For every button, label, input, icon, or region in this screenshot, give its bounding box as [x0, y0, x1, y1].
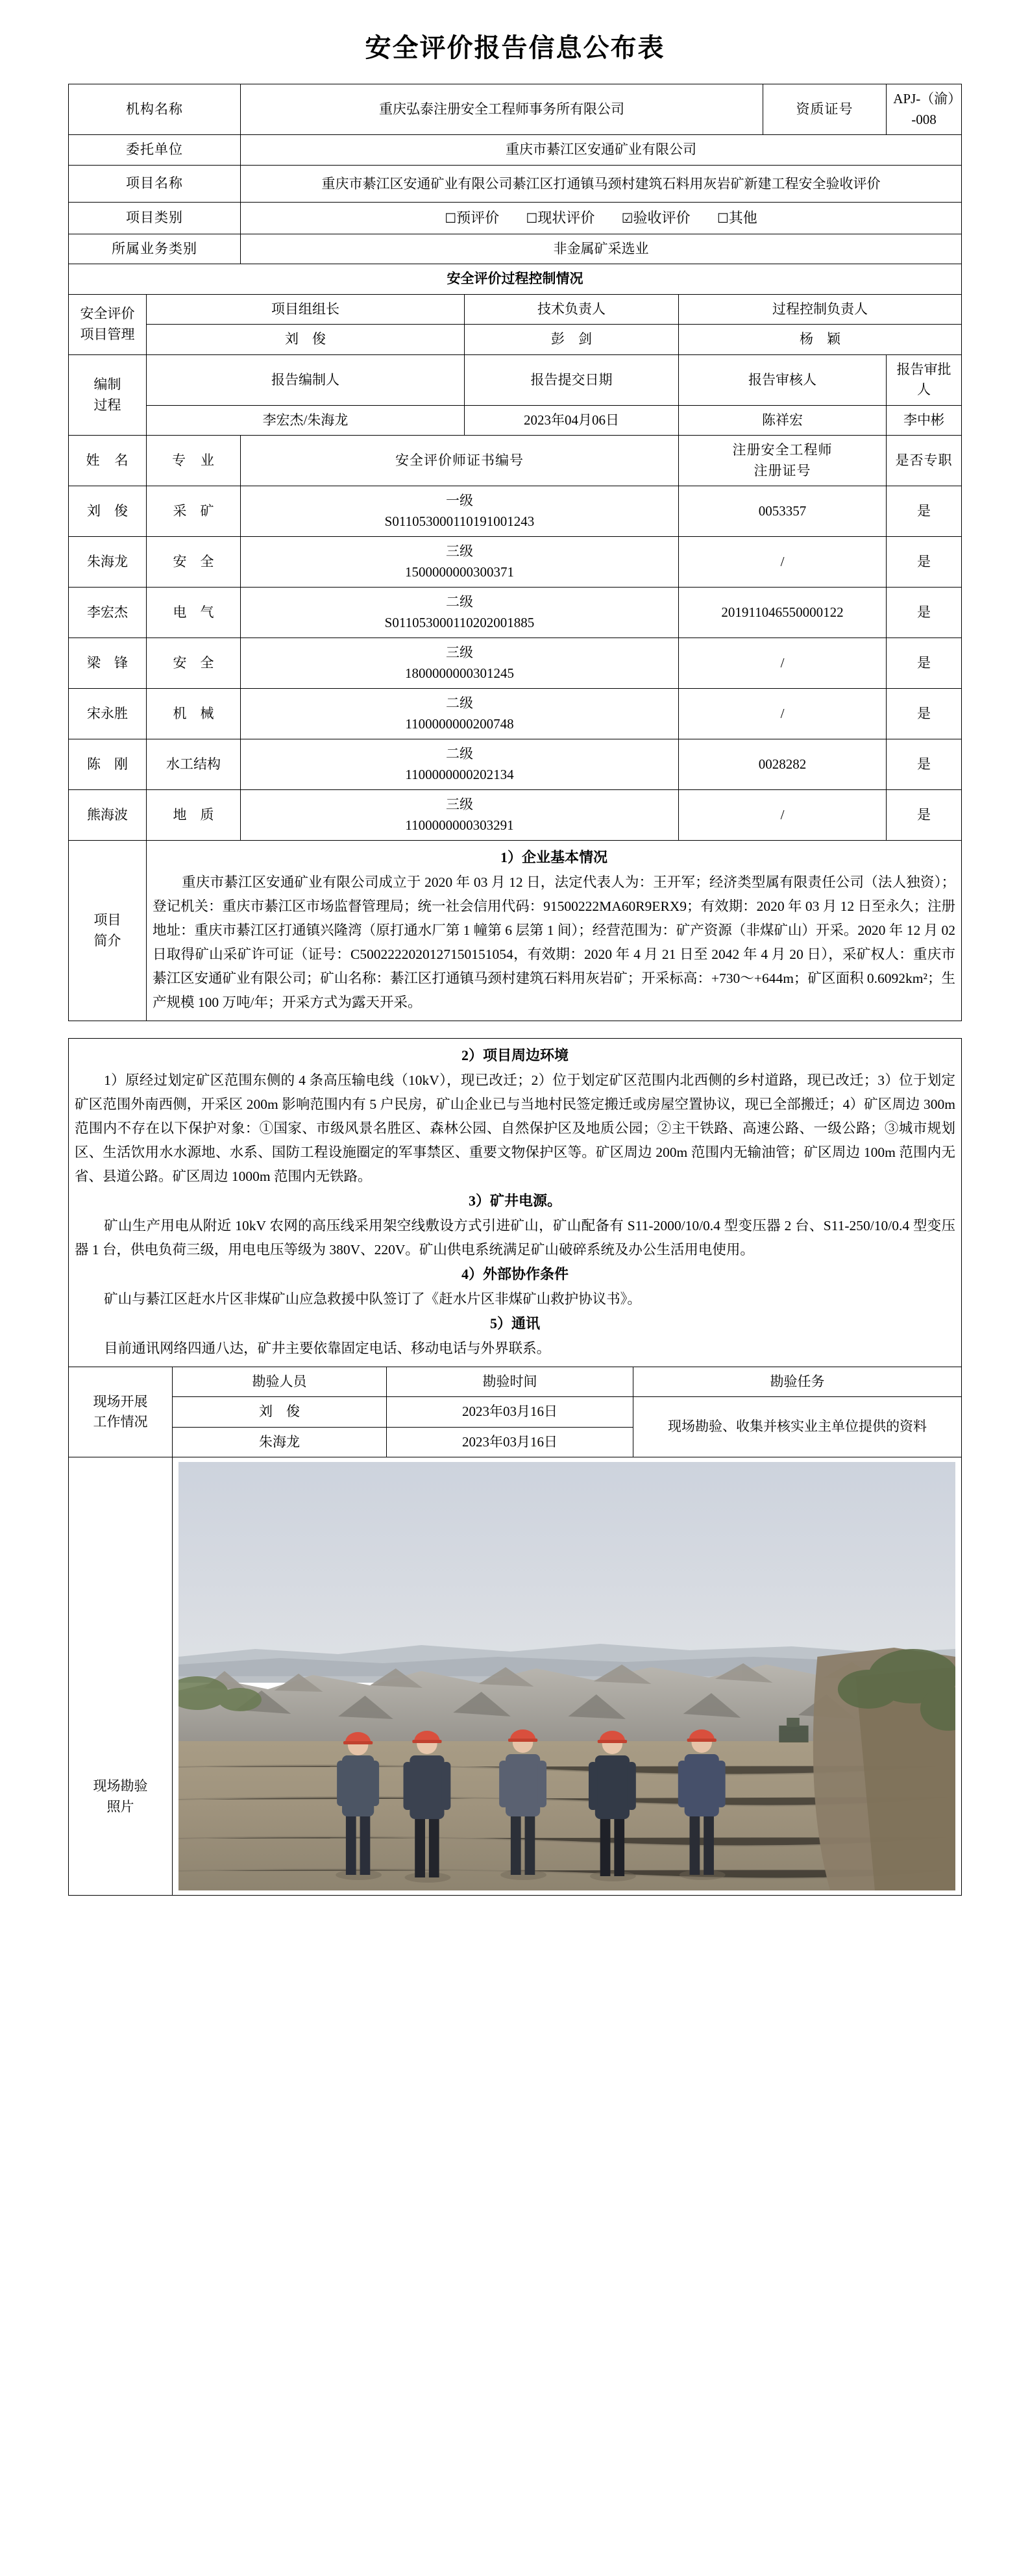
staff-cert-level: 二级 — [445, 746, 473, 762]
table-row-staff — [68, 790, 961, 841]
client-value: 重庆市綦江区安通矿业有限公司 — [240, 135, 961, 166]
environment-content — [69, 1039, 962, 1367]
project-summary-content — [146, 841, 961, 1021]
manage-label-line2: 项目管理 — [80, 326, 135, 342]
checkbox-option-other[interactable] — [717, 207, 757, 229]
staff-reg-no: / — [678, 689, 886, 739]
summary-heading-3: 3）矿井电源。 — [468, 1192, 561, 1209]
table-row-project-summary — [68, 841, 961, 1021]
manage-value-leader: 刘 俊 — [146, 325, 464, 355]
table-row-org-name — [68, 84, 961, 135]
compile-value-author: 李宏杰/朱海龙 — [146, 405, 464, 436]
staff-reg-no: 0053357 — [678, 486, 886, 537]
table-row-staff — [68, 486, 961, 537]
checkbox-icon[interactable]: ☐ — [717, 210, 729, 227]
summary-text-5: 目前通讯网络四通八达，矿井主要依靠固定电话、移动电话与外界联系。 — [104, 1340, 551, 1356]
business-category-label: 所属业务类别 — [68, 234, 240, 264]
checkbox-option-current-status[interactable] — [526, 207, 595, 229]
table-row-staff — [68, 638, 961, 689]
process-section-title: 安全评价过程控制情况 — [68, 264, 961, 295]
staff-cert — [240, 588, 678, 638]
table-row-site-work — [69, 1397, 962, 1428]
compile-value-reviewer: 陈祥宏 — [678, 405, 886, 436]
staff-major: 地 质 — [146, 790, 240, 841]
table-row-compile-values — [68, 405, 961, 436]
project-summary-label-line1: 项目 — [93, 912, 121, 928]
compile-header-author: 报告编制人 — [146, 354, 464, 405]
staff-cert-level: 三级 — [445, 797, 473, 813]
site-work-header-task: 勘验任务 — [633, 1367, 962, 1397]
site-work-task: 现场勘验、收集并核实业主单位提供的资料 — [633, 1397, 962, 1457]
staff-cert-level: 二级 — [445, 594, 473, 610]
table-row-staff — [68, 537, 961, 588]
staff-name: 宋永胜 — [68, 689, 146, 739]
site-work-date: 2023年03月16日 — [387, 1427, 633, 1457]
staff-cert — [240, 537, 678, 588]
summary-heading-4: 4）外部协作条件 — [461, 1265, 569, 1282]
summary-heading-1: 1）企业基本情况 — [500, 849, 607, 866]
staff-header-major: 专 业 — [146, 436, 240, 486]
manage-header-leader: 项目组组长 — [146, 294, 464, 325]
table-row-compile-headers — [68, 354, 961, 405]
compile-label-line1: 编制 — [93, 377, 121, 392]
project-summary-label-line2: 简介 — [93, 932, 121, 948]
table-row-site-work-headers — [69, 1367, 962, 1397]
staff-major: 机 械 — [146, 689, 240, 739]
staff-header-reg-no — [678, 436, 886, 486]
staff-cert-no: 1500000000300371 — [404, 564, 514, 580]
staff-cert-level: 三级 — [445, 543, 473, 560]
staff-reg-no: / — [678, 638, 886, 689]
staff-name: 陈 刚 — [68, 739, 146, 790]
site-work-person: 刘 俊 — [173, 1397, 387, 1428]
staff-cert-no: 1100000000303291 — [405, 817, 514, 833]
checkbox-icon[interactable]: ☐ — [526, 210, 538, 227]
staff-cert-no: S011053000110202001885 — [384, 614, 535, 630]
staff-major: 电 气 — [146, 588, 240, 638]
compile-header-reviewer: 报告审核人 — [678, 354, 886, 405]
staff-cert — [240, 638, 678, 689]
site-work-person: 朱海龙 — [173, 1427, 387, 1457]
table-row-staff — [68, 739, 961, 790]
staff-fulltime: 是 — [887, 739, 962, 790]
staff-reg-no: / — [678, 537, 886, 588]
compile-header-approver: 报告审批人 — [887, 354, 962, 405]
compile-label-line2: 过程 — [93, 397, 121, 413]
staff-name: 刘 俊 — [68, 486, 146, 537]
table-row-staff — [68, 588, 961, 638]
compile-label — [68, 354, 146, 436]
staff-reg-no: / — [678, 790, 886, 841]
site-work-date: 2023年03月16日 — [387, 1397, 633, 1428]
project-name-label: 项目名称 — [68, 165, 240, 203]
table-row-site-photos — [69, 1457, 962, 1896]
site-work-label — [69, 1367, 173, 1457]
site-photo-svg — [178, 1462, 955, 1890]
report-info-table — [68, 84, 962, 1021]
staff-cert-no: 1800000000301245 — [404, 665, 514, 681]
staff-name: 熊海波 — [68, 790, 146, 841]
staff-header-name: 姓 名 — [68, 436, 146, 486]
site-work-label-line2: 工作情况 — [93, 1414, 148, 1430]
staff-header-reg-no-line1: 注册安全工程师 — [732, 442, 833, 458]
client-label: 委托单位 — [68, 135, 240, 166]
staff-fulltime: 是 — [887, 588, 962, 638]
summary-heading-2: 2）项目周边环境 — [461, 1047, 569, 1064]
summary-text-3: 矿山生产用电从附近 10kV 农网的高压线采用架空线敷设方式引进矿山，矿山配备有 S11-2000/10/0.4 型变压器 2 台、S11-250/10/0.4 型变压器 1 台，供电负荷三级，用电电压等级为 380V、220V。矿山供电系统满足矿山破碎系统及办公生活用电使用。 — [75, 1217, 955, 1257]
staff-fulltime: 是 — [887, 486, 962, 537]
site-photo-label-line1: 现场勘验 — [93, 1778, 148, 1794]
project-summary-label — [68, 841, 146, 1021]
staff-cert — [240, 739, 678, 790]
staff-reg-no: 201911046550000122 — [678, 588, 886, 638]
table-row-manage-headers — [68, 294, 961, 325]
staff-cert-no: S011053000110191001243 — [384, 513, 535, 529]
business-category-value: 非金属矿采选业 — [240, 234, 961, 264]
site-survey-photo — [178, 1462, 955, 1890]
table-row-project-category — [68, 203, 961, 234]
project-environment-table — [68, 1038, 962, 1896]
summary-heading-5: 5）通讯 — [489, 1315, 540, 1331]
org-name-label: 机构名称 — [68, 84, 240, 135]
summary-text-4: 矿山与綦江区赶水片区非煤矿山应急救援中队签订了《赶水片区非煤矿山救护协议书》。 — [104, 1291, 641, 1307]
staff-header-fulltime: 是否专职 — [887, 436, 962, 486]
summary-text-2: 1）原经过划定矿区范围东侧的 4 条高压输电线（10kV），现已改迁；2）位于划定矿区范围内北西侧的乡村道路，现已改迁；3）位于划定矿区范围外南西侧，开采区 200m 影响范围内有 5 户民房，矿山企业已与当地村民签定搬迁或房屋空置协议，现已全部搬迁；4）矿区周边 300m 范围内不存在以下保护对象：①国家、市级风景名胜区、森林公园、自然保护区及地质公园；②主干铁路、高速公路、一级公路；③城市规划区、生活饮用水水源地、水系、国防工程设施圈定的军事禁区、重要文物保护区等。矿区周边 200m 范围内无输油管；矿区周边 100m 范围内无省、县道公路。矿区周边 1000m 范围内无铁路。 — [75, 1072, 955, 1184]
manage-value-tech: 彭 剑 — [464, 325, 678, 355]
staff-cert — [240, 689, 678, 739]
manage-header-process: 过程控制负责人 — [678, 294, 961, 325]
staff-cert — [240, 790, 678, 841]
staff-major: 采 矿 — [146, 486, 240, 537]
staff-cert-no: 1100000000202134 — [405, 766, 514, 782]
manage-header-tech: 技术负责人 — [464, 294, 678, 325]
checkbox-icon[interactable]: ☐ — [445, 210, 457, 227]
compile-value-submit-date: 2023年04月06日 — [464, 405, 678, 436]
staff-fulltime: 是 — [887, 638, 962, 689]
table-row-business-category — [68, 234, 961, 264]
staff-fulltime: 是 — [887, 689, 962, 739]
site-photo-label-line2: 照片 — [106, 1798, 134, 1814]
manage-value-process: 杨 颖 — [678, 325, 961, 355]
table-gap — [0, 1021, 1030, 1038]
compile-header-submit-date: 报告提交日期 — [464, 354, 678, 405]
checkbox-option-acceptance[interactable] — [622, 207, 691, 229]
staff-name: 李宏杰 — [68, 588, 146, 638]
qualification-cert-label: 资质证号 — [763, 84, 887, 135]
staff-cert-level: 一级 — [445, 493, 473, 509]
org-name-value: 重庆弘泰注册安全工程师事务所有限公司 — [240, 84, 763, 135]
staff-major: 安 全 — [146, 638, 240, 689]
site-work-header-date: 勘验时间 — [387, 1367, 633, 1397]
table-row-staff — [68, 689, 961, 739]
table-row-staff-headers — [68, 436, 961, 486]
staff-cert-level: 二级 — [445, 695, 473, 712]
site-photo-cell — [173, 1457, 962, 1896]
table-row-environment — [69, 1039, 962, 1367]
staff-reg-no: 0028282 — [678, 739, 886, 790]
manage-label-line1: 安全评价 — [80, 306, 135, 322]
staff-header-cert-no: 安全评价师证书编号 — [240, 436, 678, 486]
compile-value-approver: 李中彬 — [887, 405, 962, 436]
table-row-client — [68, 135, 961, 166]
project-name-value: 重庆市綦江区安通矿业有限公司綦江区打通镇马颈村建筑石料用灰岩矿新建工程安全验收评价 — [240, 165, 961, 203]
staff-fulltime: 是 — [887, 537, 962, 588]
table-row-project-name — [68, 165, 961, 203]
checkbox-checked-icon[interactable]: ☑ — [621, 210, 633, 227]
staff-name: 朱海龙 — [68, 537, 146, 588]
qualification-cert-value: APJ-（渝）-008 — [887, 84, 962, 135]
staff-name: 梁 锋 — [68, 638, 146, 689]
checkbox-label: 预评价 — [456, 210, 500, 227]
staff-header-reg-no-line2: 注册证号 — [754, 462, 811, 478]
site-photo-label — [69, 1457, 173, 1896]
checkbox-label: 现状评价 — [537, 210, 595, 227]
site-work-label-line1: 现场开展 — [93, 1393, 148, 1409]
manage-label — [68, 294, 146, 354]
project-category-options — [240, 203, 961, 234]
table-row-process-section-title — [68, 264, 961, 295]
checkbox-label: 其他 — [728, 210, 757, 227]
staff-cert-no: 1100000000200748 — [405, 715, 514, 732]
checkbox-option-pre-evaluation[interactable] — [445, 207, 499, 229]
page-title: 安全评价报告信息公布表 — [365, 33, 665, 62]
staff-cert — [240, 486, 678, 537]
staff-major: 水工结构 — [146, 739, 240, 790]
staff-cert-level: 三级 — [445, 645, 473, 661]
project-category-label: 项目类别 — [68, 203, 240, 234]
checkbox-label: 验收评价 — [633, 210, 691, 227]
staff-fulltime: 是 — [887, 790, 962, 841]
table-row-manage-values — [68, 325, 961, 355]
summary-text-1: 重庆市綦江区安通矿业有限公司成立于 2020 年 03 月 12 日，法定代表人为：王开军；经济类型属有限责任公司（法人独资）；登记机关：重庆市綦江区市场监督管理局；统一社会信用代码：91500222MA60R9ERX9；有效期：2020 年 03 月 12 日至永久；注册地址：重庆市綦江区打通镇兴隆湾（原打通水厂第 1 幢第 6 层第 1 间）；经营范围为：矿产资源（非煤矿山）开采。2020 年 12 月 02 日取得矿山采矿许可证（证号：C5002222020127150151054，有效期：2020 年 4 月 21 日至 2042 年 4 月 20 日），采矿权人：重庆市綦江区安通矿业有限公司；矿山名称：綦江区打通镇马颈村建筑石料用灰岩矿；开采标高：+730～+644m；矿区面积 0.6092km²；生产规模 100 万吨/年；开采方式为露天开采。 — [152, 874, 955, 1011]
staff-major: 安 全 — [146, 537, 240, 588]
site-work-header-person: 勘验人员 — [173, 1367, 387, 1397]
